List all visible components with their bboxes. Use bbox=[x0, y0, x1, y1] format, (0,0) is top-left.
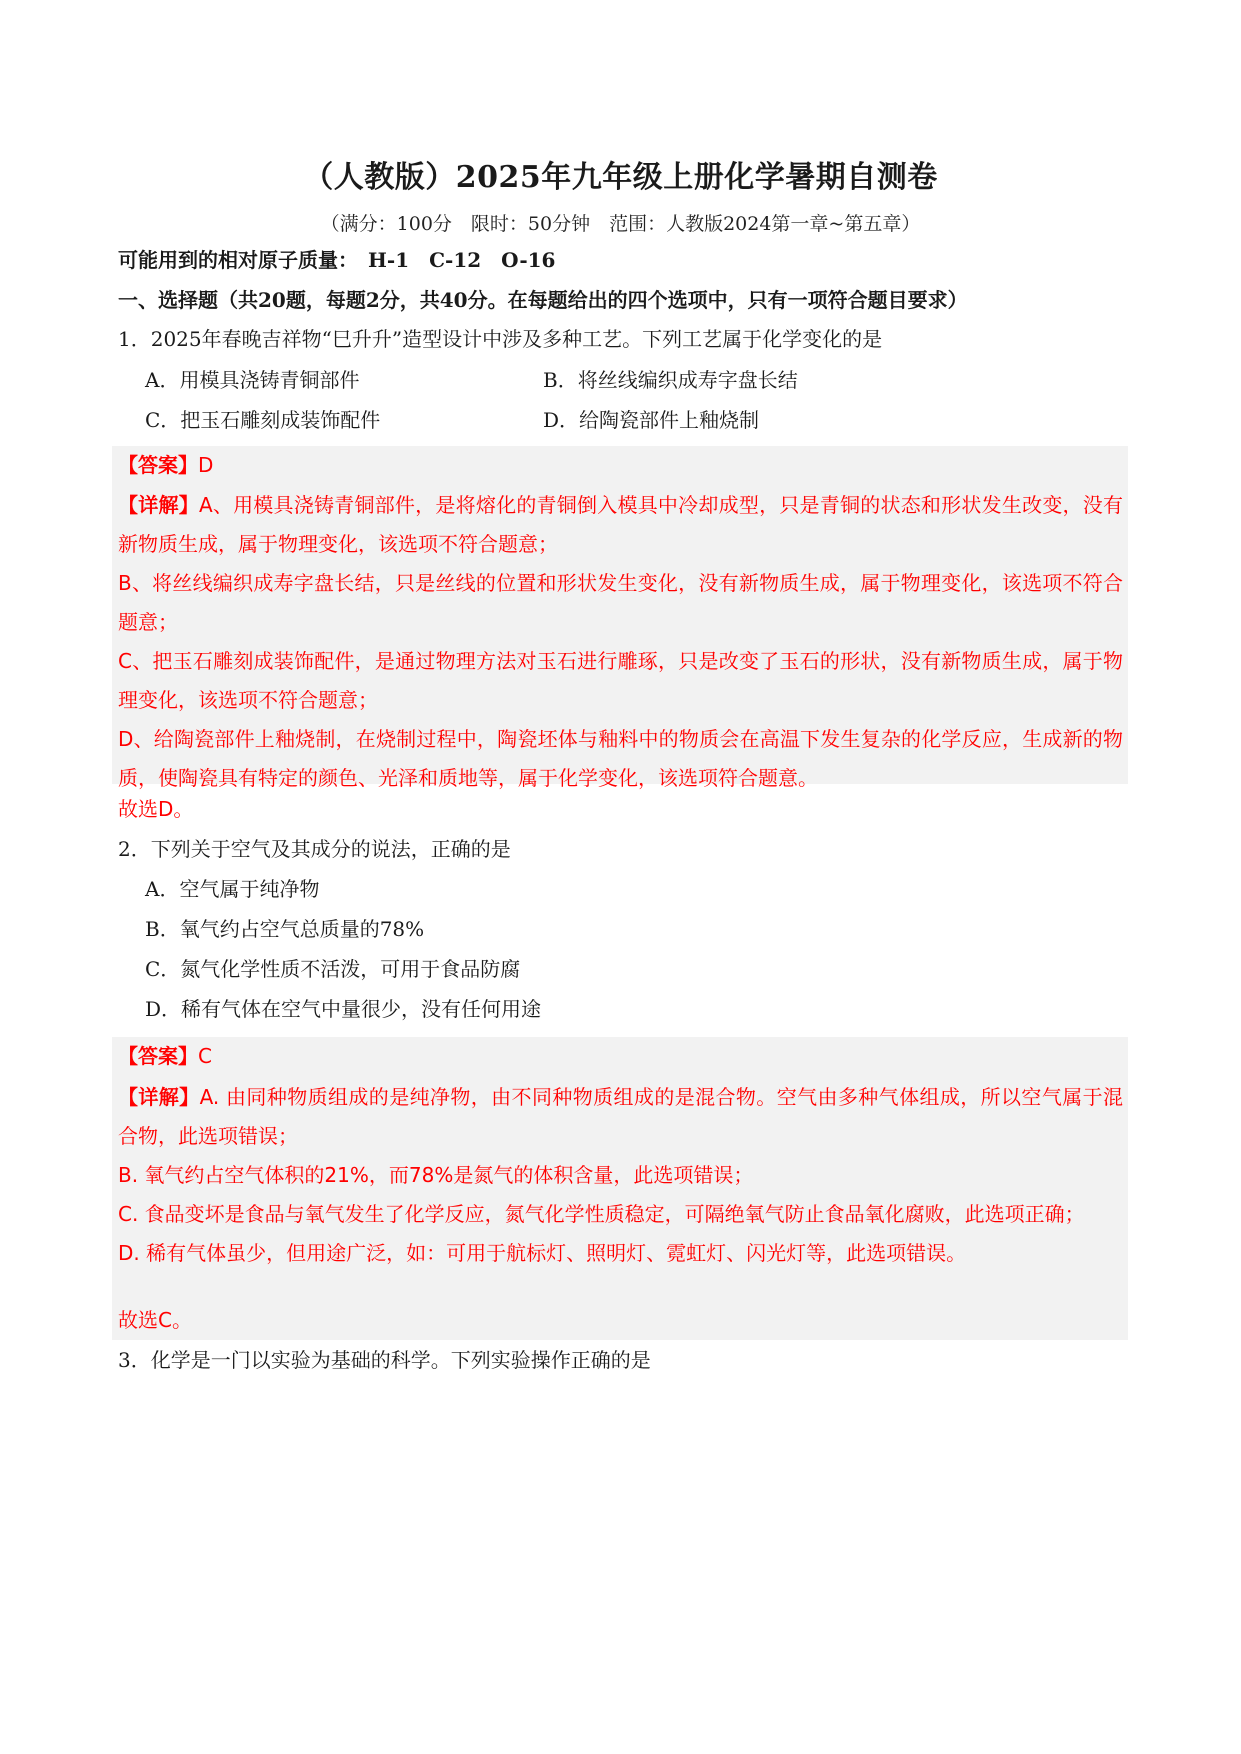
q2-option-d: D．稀有气体在空气中量很少，没有任何用途 bbox=[145, 997, 542, 1021]
q2-explain-b: B. 氧气约占空气体积的21%，而78%是氮气的体积含量，此选项错误； bbox=[118, 1163, 754, 1187]
q1-answer bbox=[118, 451, 213, 479]
q2-answer-value: C bbox=[198, 1044, 212, 1068]
page-subtitle: （满分：100分 限时：50分钟 范围：人教版2024第一章~第五章） bbox=[320, 213, 921, 235]
q1-answer-tag: 【答案】 bbox=[118, 453, 198, 477]
q2-conclusion: 故选C。 bbox=[118, 1308, 192, 1332]
q1-option-a: A．用模具浇铸青铜部件 bbox=[145, 368, 360, 392]
q2-answer-tag: 【答案】 bbox=[118, 1044, 198, 1068]
q1-option-d: D．给陶瓷部件上釉烧制 bbox=[543, 408, 760, 432]
atomic-mass-line: 可能用到的相对原子质量： H-1 C-12 O-16 bbox=[118, 248, 556, 272]
q1-explanation bbox=[118, 486, 1123, 798]
q1-answer-value: D bbox=[198, 453, 214, 477]
question-3-stem: 3．化学是一门以实验为基础的科学。下列实验操作正确的是 bbox=[118, 1348, 651, 1372]
q2-option-c: C．氮气化学性质不活泼，可用于食品防腐 bbox=[145, 957, 521, 981]
q1-option-b: B．将丝线编织成寿字盘长结 bbox=[543, 368, 798, 392]
section-heading: 一、选择题（共20题，每题2分，共40分。在每题给出的四个选项中，只有一项符合题目要求） bbox=[118, 288, 968, 312]
q1-option-c: C．把玉石雕刻成装饰配件 bbox=[145, 408, 381, 432]
page-title: （人教版）2025年九年级上册化学暑期自测卷 bbox=[303, 160, 938, 195]
q2-option-a: A．空气属于纯净物 bbox=[145, 877, 320, 901]
q2-explain-d: D. 稀有气体虽少，但用途广泛，如：可用于航标灯、照明灯、霓虹灯、闪光灯等，此选项错误。 bbox=[118, 1241, 967, 1265]
q2-explanation bbox=[118, 1078, 1123, 1273]
q2-answer bbox=[118, 1042, 212, 1070]
q2-explain-a: 【详解】A. 由同种物质组成的是纯净物，由不同种物质组成的是混合物。空气由多种气体组成，所以空气属于混合物，此选项错误； bbox=[118, 1085, 1124, 1148]
q1-explain-c: C、把玉石雕刻成装饰配件，是通过物理方法对玉石进行雕琢，只是改变了玉石的形状，没有新物质生成，属于物理变化，该选项不符合题意； bbox=[118, 649, 1123, 712]
q1-explain-a: 【详解】A、用模具浇铸青铜部件，是将熔化的青铜倒入模具中冷却成型，只是青铜的状态和形状发生改变，没有新物质生成，属于物理变化，该选项不符合题意； bbox=[118, 493, 1124, 556]
q1-explain-tag: 【详解】 bbox=[118, 493, 199, 517]
q2-explain-tag: 【详解】 bbox=[118, 1085, 200, 1109]
question-2-stem: 2．下列关于空气及其成分的说法，正确的是 bbox=[118, 837, 511, 861]
q1-conclusion: 故选D。 bbox=[118, 797, 194, 821]
q1-explain-d: D、给陶瓷部件上釉烧制，在烧制过程中，陶瓷坯体与釉料中的物质会在高温下发生复杂的化学反应，生成新的物质，使陶瓷具有特定的颜色、光泽和质地等，属于化学变化，该选项符合题意。 bbox=[118, 727, 1123, 790]
q2-option-b: B．氧气约占空气总质量的78% bbox=[145, 917, 425, 941]
question-1-stem: 1．2025年春晚吉祥物“巳升升”造型设计中涉及多种工艺。下列工艺属于化学变化的是 bbox=[118, 327, 883, 351]
q2-explain-c: C. 食品变坏是食品与氧气发生了化学反应，氮气化学性质稳定，可隔绝氧气防止食品氧化腐败，此选项正确； bbox=[118, 1202, 1085, 1226]
q1-explain-b: B、将丝线编织成寿字盘长结，只是丝线的位置和形状发生变化，没有新物质生成，属于物理变化，该选项不符合题意； bbox=[118, 571, 1123, 634]
